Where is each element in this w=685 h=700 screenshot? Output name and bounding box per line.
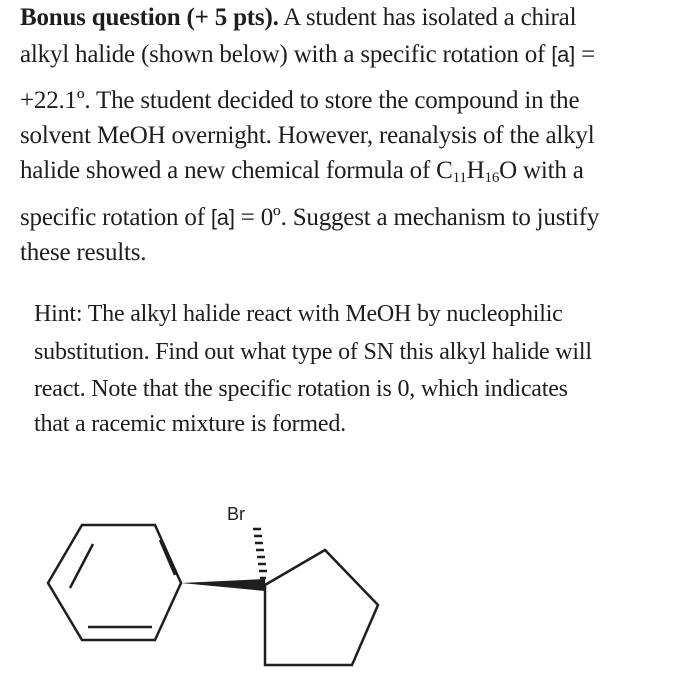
question-line-4: solvent MeOH overnight. However, reanalysis of the alkyl [20, 122, 595, 149]
question-line-5 [20, 156, 584, 186]
question-text: alkyl halide (shown below) with a specific rotation of [20, 41, 552, 68]
hint-line-1: Hint: The alkyl halide react with MeOH by nucleophilic [34, 301, 563, 327]
question-text: specific rotation of [20, 204, 211, 231]
question-line-2 [20, 40, 595, 70]
question-line-7: these results. [20, 239, 147, 266]
question-text: = 0º. Suggest a mechanism to justify [234, 204, 600, 231]
hint-line-4: that a racemic mixture is formed. [34, 411, 346, 437]
bonus-label: Bonus question (+ 5 pts). [20, 4, 279, 31]
hashed-bond [253, 529, 267, 578]
formula-element: H [466, 157, 485, 184]
question-line-6 [20, 203, 599, 233]
bromine-label: Br [227, 504, 245, 524]
formula-subscript: 16 [484, 170, 500, 186]
question-text: O with a [499, 157, 584, 184]
question-text: halide showed a new chemical formula of C [20, 157, 453, 184]
formula-subscript: 11 [452, 170, 467, 186]
benzene-double-bond [160, 540, 175, 575]
question-line-3: +22.1º. The student decided to store the compound in the [20, 87, 580, 114]
hint-line-2: substitution. Find out what type of SN this alkyl halide will [34, 339, 592, 365]
alkyl-halide-structure [0, 490, 685, 700]
question-line-1 [20, 3, 576, 33]
hint-line-3: react. Note that the specific rotation is 0, which indicates [34, 376, 568, 402]
cyclopentane-ring [265, 550, 378, 665]
specific-rotation-symbol: [a] [210, 205, 235, 230]
wedge-bond [181, 579, 265, 591]
question-text: = [575, 41, 596, 68]
specific-rotation-symbol: [a] [551, 42, 576, 67]
question-text: A student has isolated a chiral [283, 4, 577, 31]
benzene-double-bond [70, 544, 93, 588]
